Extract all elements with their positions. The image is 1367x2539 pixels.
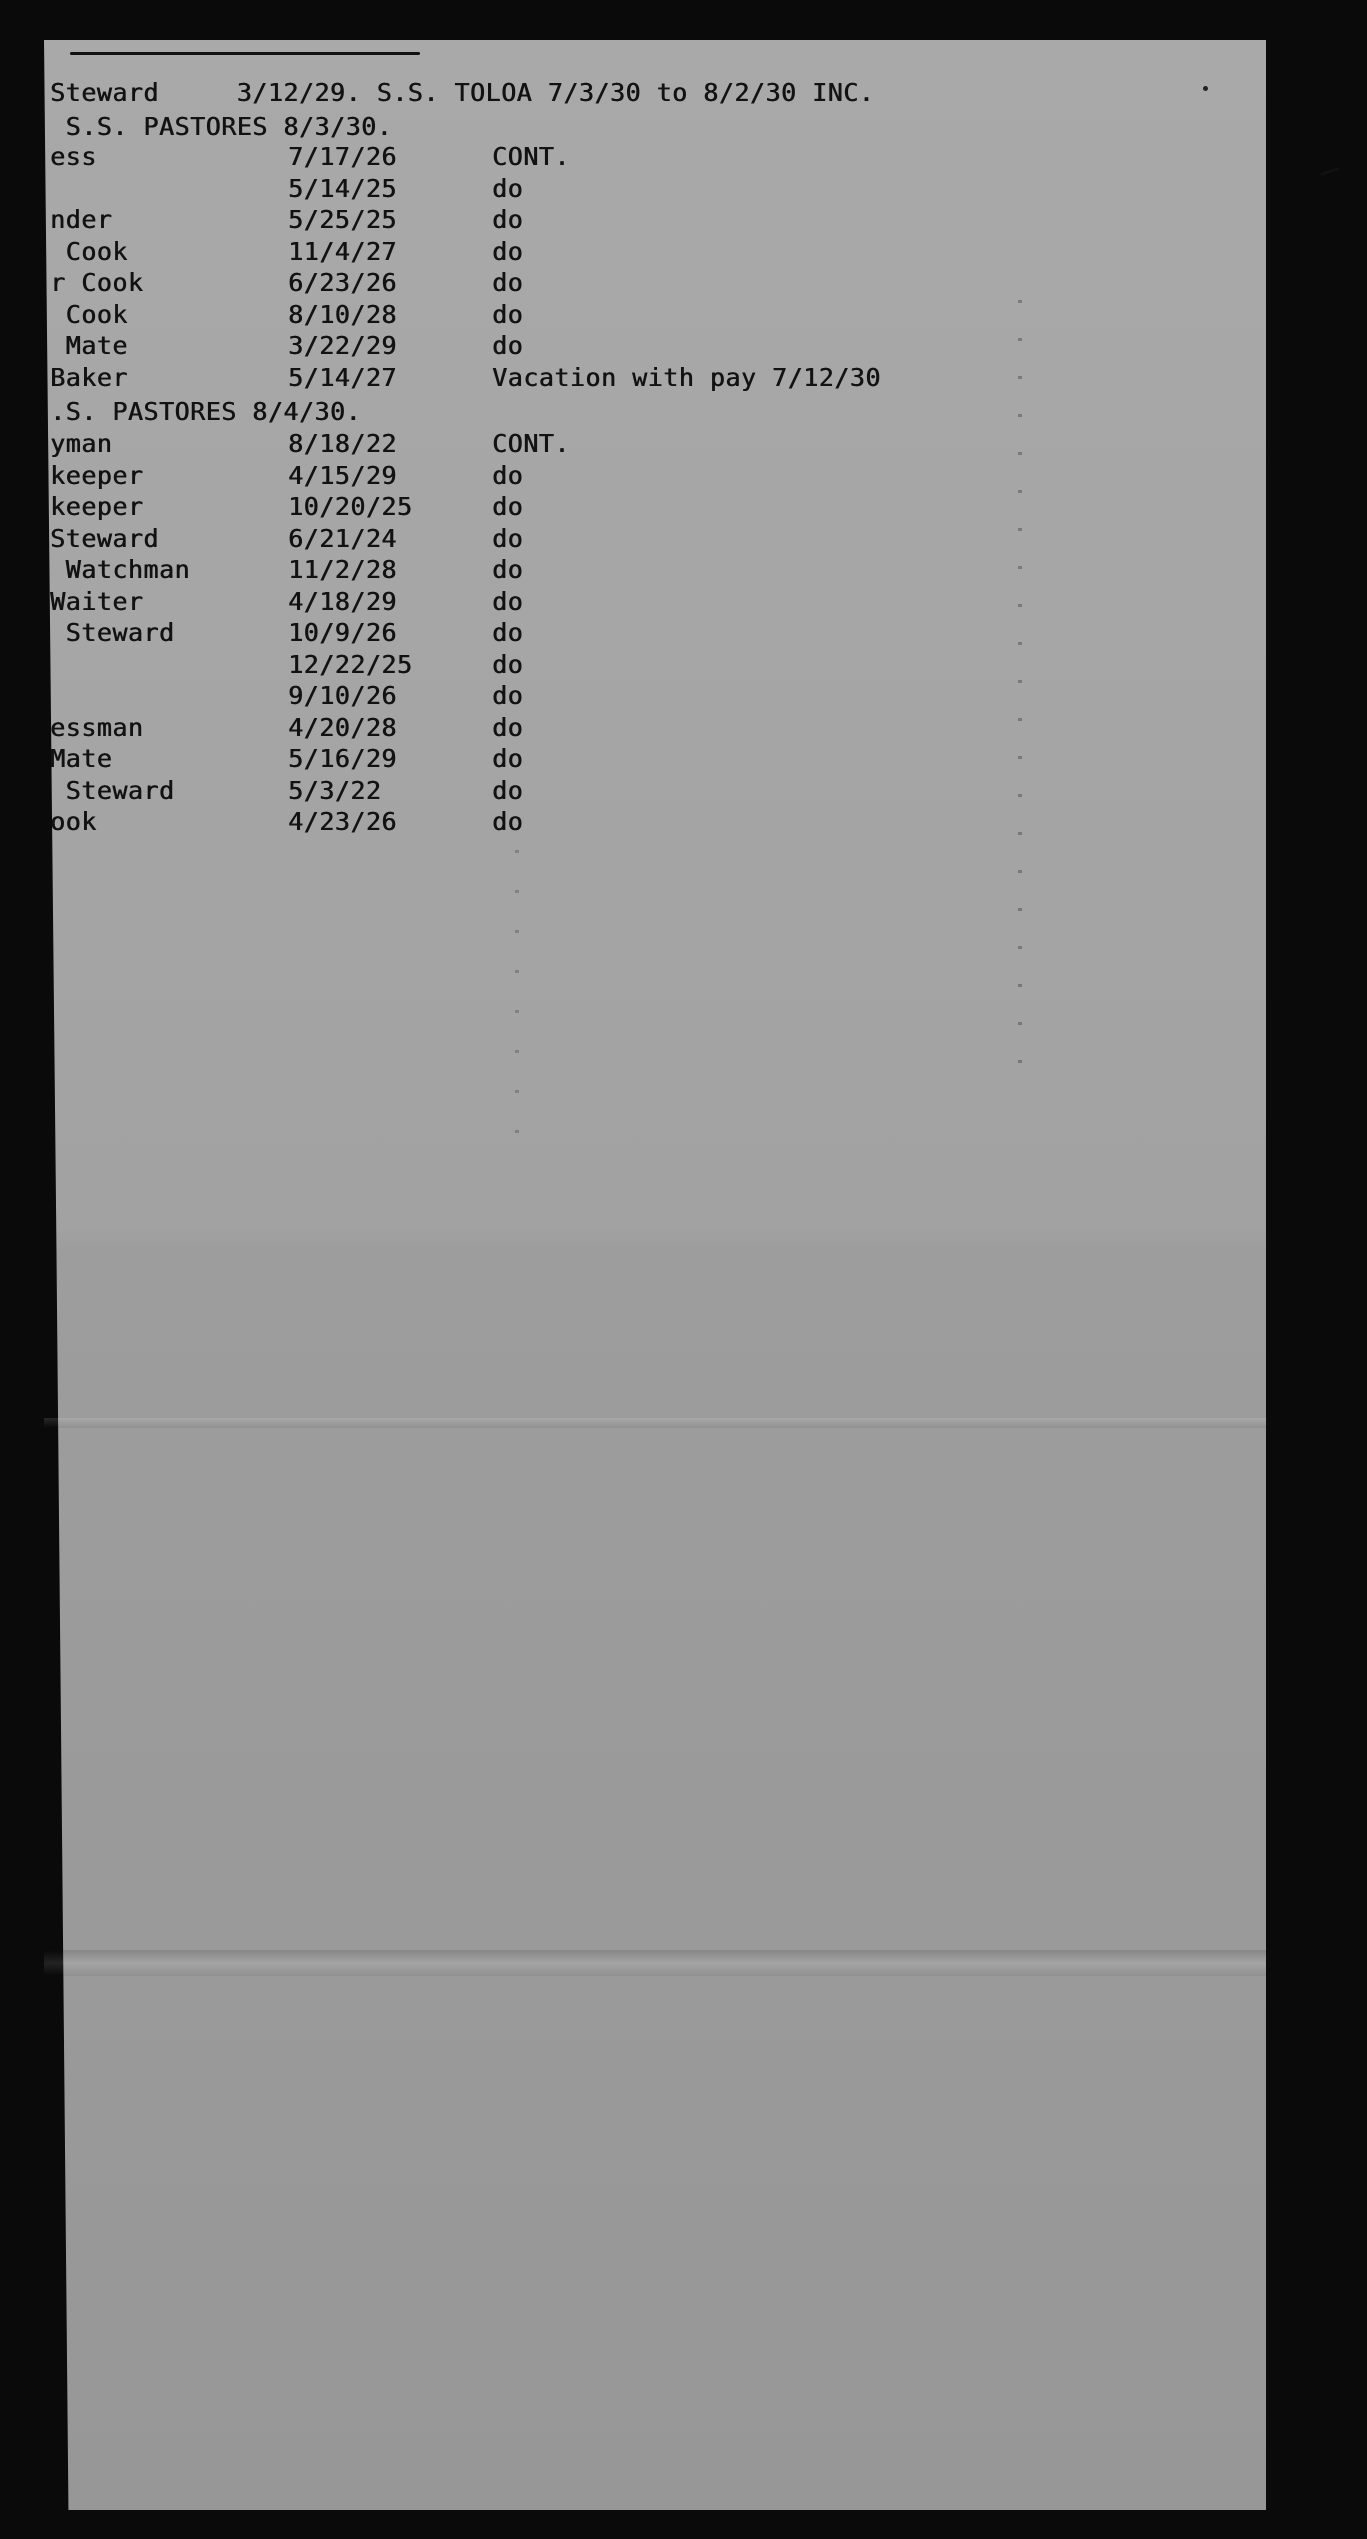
ink-mark: [1320, 167, 1340, 176]
entry-status: Vacation with pay 7/12/30: [492, 362, 881, 392]
entry-role: ook: [50, 807, 97, 836]
entry-date: 9/10/26: [288, 681, 397, 710]
entry-status: CONT.: [492, 429, 570, 458]
entry-role: Cook: [50, 299, 128, 329]
entry-role: Steward: [50, 775, 175, 805]
faint-dotted-column: [1018, 300, 1022, 1080]
entry-role: keeper: [50, 492, 144, 521]
entry-status: do: [492, 523, 524, 553]
entry-date: 10/20/25: [288, 492, 413, 521]
entry-role: Watchman: [50, 555, 190, 584]
entry-date: 10/9/26: [288, 618, 397, 647]
ink-dot: [1203, 86, 1208, 91]
faint-dotted-column: [515, 850, 519, 1150]
paper-fold: [44, 1950, 1266, 1976]
entry-date: 5/3/22: [288, 775, 382, 805]
entry-date: 12/22/25: [288, 649, 413, 679]
entry-status: CONT.: [492, 142, 570, 171]
entry-role: Mate: [50, 331, 128, 360]
entry-date: 8/18/22: [288, 429, 397, 458]
entry-date: 6/23/26: [288, 268, 397, 297]
entry-date: 4/15/29: [288, 460, 397, 490]
entry-status: do: [492, 460, 524, 490]
entry-date: 5/16/29: [288, 744, 397, 773]
entry-status: do: [492, 586, 524, 616]
entry-role: Cook: [50, 236, 128, 266]
entry-role: Waiter: [50, 586, 144, 616]
entry-role: Mate: [50, 744, 113, 773]
entry-role: Steward: [50, 523, 159, 553]
entry-role: r Cook: [50, 268, 144, 297]
top-rule: [70, 52, 420, 55]
entry-role: ess: [50, 142, 97, 171]
entry-date: 5/25/25: [288, 205, 397, 234]
entry-status: do: [492, 744, 524, 773]
entry-status: do: [492, 775, 524, 805]
entry-role: keeper: [50, 460, 144, 490]
entry-date: 7/17/26: [288, 142, 397, 171]
entry-date: 8/10/28: [288, 299, 397, 329]
entry-date: 4/18/29: [288, 586, 397, 616]
entry-status: do: [492, 236, 524, 266]
entry-status: do: [492, 618, 524, 647]
entry-role: essman: [50, 712, 144, 742]
entry-date: 5/14/25: [288, 173, 397, 203]
group-2-header: .S. PASTORES 8/4/30.: [50, 397, 362, 426]
entry-date: 4/20/28: [288, 712, 397, 742]
entry-status: do: [492, 268, 524, 297]
entry-date: 3/22/29: [288, 331, 397, 360]
header-line-1: Steward 3/12/29. S.S. TOLOA 7/3/30 to 8/2/30 INC.: [50, 78, 875, 107]
header-line-2: S.S. PASTORES 8/3/30.: [50, 112, 393, 141]
entry-date: 6/21/24: [288, 523, 397, 553]
entry-role: Steward: [50, 618, 175, 647]
entry-status: do: [492, 712, 524, 742]
entry-status: do: [492, 205, 524, 234]
entry-role: yman: [50, 429, 113, 458]
entry-status: do: [492, 331, 524, 360]
entry-date: 11/4/27: [288, 236, 397, 266]
entry-status: do: [492, 649, 524, 679]
entry-status: do: [492, 173, 524, 203]
entry-status: do: [492, 807, 524, 836]
entry-date: 4/23/26: [288, 807, 397, 836]
entry-status: do: [492, 299, 524, 329]
entry-date: 5/14/27: [288, 362, 397, 392]
paper-fold: [44, 1418, 1266, 1428]
entry-role: Baker: [50, 362, 128, 392]
entry-date: 11/2/28: [288, 555, 397, 584]
entry-role: nder: [50, 205, 113, 234]
entry-status: do: [492, 681, 524, 710]
entry-status: do: [492, 555, 524, 584]
entry-status: do: [492, 492, 524, 521]
